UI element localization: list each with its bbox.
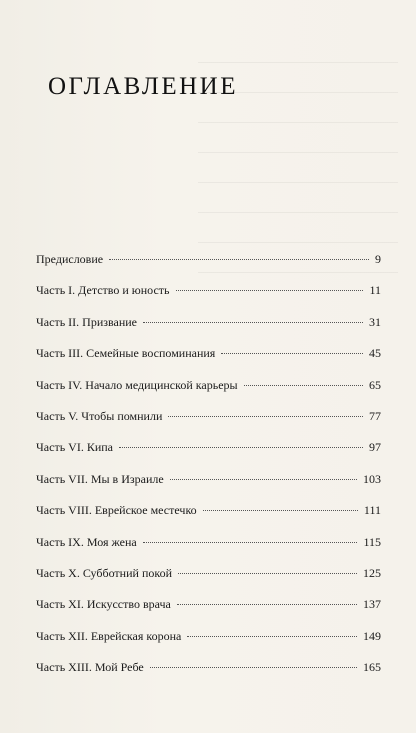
toc-entry-title: Часть XIII. Мой Ребе xyxy=(36,660,144,675)
page-title: ОГЛАВЛЕНИЕ xyxy=(48,72,238,100)
toc-entry xyxy=(36,252,381,283)
dot-leader xyxy=(244,385,363,386)
toc-entry-page-number: 77 xyxy=(369,408,381,423)
dot-leader xyxy=(143,542,358,543)
toc-entry xyxy=(36,472,381,503)
toc-entry-title: Часть II. Призвание xyxy=(36,314,137,329)
dot-leader xyxy=(168,416,363,417)
toc-entry-title: Часть XII. Еврейская корона xyxy=(36,628,182,643)
toc-entry-title: Предисловие xyxy=(36,252,104,266)
toc-entry-title: Часть X. Субботний покой xyxy=(36,565,173,580)
toc-entry-title: Часть IV. Начало медицинской карьеры xyxy=(36,377,238,392)
toc-entry xyxy=(36,535,381,566)
dot-leader xyxy=(178,573,357,574)
toc-entry-page-number: 9 xyxy=(375,252,381,266)
toc-entry-page-number: 97 xyxy=(369,440,381,455)
toc-entry xyxy=(36,346,381,377)
toc-entry-title: Часть VIII. Еврейское местечко xyxy=(36,503,197,518)
toc-entry-title: Часть VII. Мы в Израиле xyxy=(36,471,164,486)
dot-leader xyxy=(150,667,357,668)
toc-entry xyxy=(36,315,381,346)
toc-entry-page-number: 103 xyxy=(363,471,381,486)
toc-entry-page-number: 115 xyxy=(363,534,381,549)
dot-leader xyxy=(143,322,363,323)
dot-leader xyxy=(176,290,364,291)
toc-entry-page-number: 125 xyxy=(363,565,381,580)
toc-entry xyxy=(36,440,381,471)
toc-entry-page-number: 31 xyxy=(369,314,381,329)
dot-leader xyxy=(109,259,369,260)
toc-entry-page-number: 149 xyxy=(363,628,381,643)
dot-leader xyxy=(203,510,358,511)
toc-entry xyxy=(36,660,381,691)
dot-leader xyxy=(177,604,357,605)
toc-entry-page-number: 45 xyxy=(369,346,381,361)
toc-entry-page-number: 65 xyxy=(369,377,381,392)
toc-entry xyxy=(36,283,381,314)
toc-entry-title: Часть III. Семейные воспоминания xyxy=(36,346,216,361)
toc-entry xyxy=(36,566,381,597)
dot-leader xyxy=(119,447,363,448)
toc-entry xyxy=(36,503,381,534)
toc-entry xyxy=(36,409,381,440)
toc-entry xyxy=(36,629,381,660)
toc-entry-title: Часть I. Детство и юность xyxy=(36,283,170,298)
toc-entry-page-number: 111 xyxy=(363,503,381,518)
toc-entry-title: Часть IX. Моя жена xyxy=(36,534,137,549)
dot-leader xyxy=(187,636,357,637)
toc-entry-page-number: 11 xyxy=(369,283,381,298)
table-of-contents xyxy=(36,252,381,691)
dot-leader xyxy=(221,353,363,354)
toc-entry-page-number: 137 xyxy=(363,597,381,612)
toc-entry-page-number: 165 xyxy=(363,660,381,675)
toc-entry xyxy=(36,378,381,409)
toc-entry-title: Часть V. Чтобы помнили xyxy=(36,408,163,423)
toc-entry xyxy=(36,597,381,628)
toc-entry-title: Часть XI. Искусство врача xyxy=(36,597,171,612)
toc-entry-title: Часть VI. Кипа xyxy=(36,440,114,455)
dot-leader xyxy=(170,479,357,480)
